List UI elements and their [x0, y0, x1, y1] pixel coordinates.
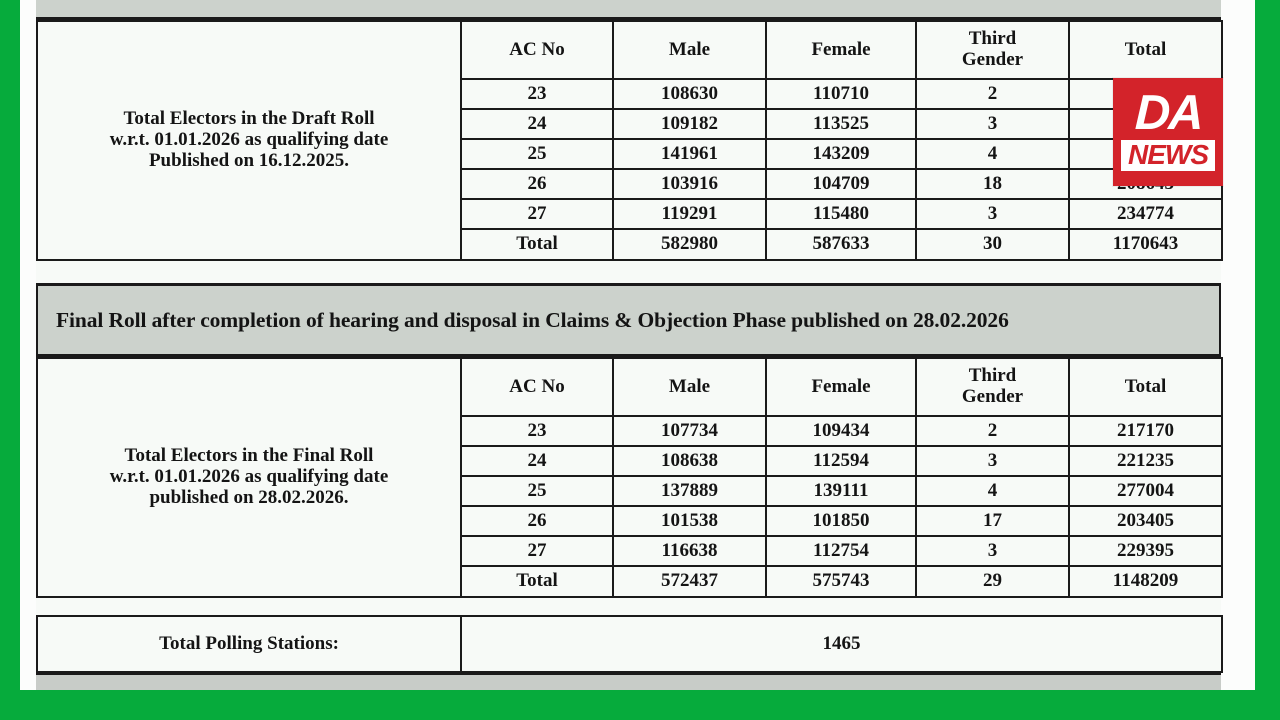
column-header-ac-no: AC No [461, 358, 613, 416]
cell-ac-no: 27 [461, 199, 613, 229]
total-male: 572437 [613, 566, 766, 597]
column-header-male: Male [613, 358, 766, 416]
final-roll-banner-text: Final Roll after completion of hearing and disposal in Claims & Objection Phase published on 28.02.2026 [56, 307, 1009, 332]
total-female: 587633 [766, 229, 916, 260]
total-third-gender: 29 [916, 566, 1069, 597]
table-header-row [37, 21, 1222, 79]
column-header-total: Total [1069, 358, 1222, 416]
final-roll-label-line3: published on 28.02.2026. [149, 486, 349, 508]
cell-female: 109434 [766, 416, 916, 446]
cell-ac-no: 24 [461, 446, 613, 476]
cell-ac-no: 26 [461, 506, 613, 536]
cell-total: 277004 [1069, 476, 1222, 506]
cell-female: 112594 [766, 446, 916, 476]
cell-third-gender: 4 [916, 476, 1069, 506]
total-male: 582980 [613, 229, 766, 260]
cell-male: 108630 [613, 79, 766, 109]
final-roll-table-wrap [36, 357, 1221, 598]
polling-stations-table [36, 615, 1223, 673]
total-label: Total [461, 229, 613, 260]
total-total: 1170643 [1069, 229, 1222, 260]
cell-ac-no: 24 [461, 109, 613, 139]
polling-stations-label: Total Polling Stations: [37, 616, 461, 672]
cell-ac-no: 27 [461, 536, 613, 566]
final-roll-label-line1: Total Electors in the Final Roll [124, 445, 374, 467]
polling-stations-row [37, 616, 1222, 672]
total-total: 1148209 [1069, 566, 1222, 597]
total-label: Total [461, 566, 613, 597]
cell-third-gender: 3 [916, 536, 1069, 566]
cell-male: 109182 [613, 109, 766, 139]
cell-ac-no: 23 [461, 79, 613, 109]
final-roll-label-line2: w.r.t. 01.01.2026 as qualifying date [109, 466, 389, 488]
final-roll-banner [36, 283, 1221, 357]
cell-third-gender: 17 [916, 506, 1069, 536]
watermark-da-text: DA [1133, 85, 1203, 140]
cell-ac-no: 25 [461, 139, 613, 169]
bottom-cut-banner-strip [36, 672, 1221, 690]
third-gender-line1: Third [968, 365, 1017, 387]
cell-total: 234774 [1069, 199, 1222, 229]
cell-female: 139111 [766, 476, 916, 506]
da-news-watermark-logo [1113, 78, 1223, 186]
top-cut-banner-strip [36, 0, 1221, 20]
polling-stations-value: 1465 [461, 616, 1222, 672]
cell-female: 112754 [766, 536, 916, 566]
cell-male: 119291 [613, 199, 766, 229]
cell-total: 217170 [1069, 416, 1222, 446]
cell-third-gender: 3 [916, 199, 1069, 229]
cell-ac-no: 23 [461, 416, 613, 446]
cell-third-gender: 3 [916, 446, 1069, 476]
cell-male: 103916 [613, 169, 766, 199]
column-header-total: Total [1069, 21, 1222, 79]
cell-male: 101538 [613, 506, 766, 536]
cell-male: 137889 [613, 476, 766, 506]
column-header-third-gender [916, 358, 1069, 416]
column-header-third-gender [916, 21, 1069, 79]
watermark-news-text: NEWS [1121, 140, 1215, 171]
cell-third-gender: 4 [916, 139, 1069, 169]
cell-male: 141961 [613, 139, 766, 169]
draft-roll-table [36, 20, 1223, 261]
cell-third-gender: 2 [916, 416, 1069, 446]
document-scan [36, 0, 1221, 690]
cell-ac-no: 25 [461, 476, 613, 506]
column-header-female: Female [766, 21, 916, 79]
third-gender-line1: Third [968, 28, 1017, 50]
draft-roll-label-line3: Published on 16.12.2025. [148, 149, 350, 171]
column-header-ac-no: AC No [461, 21, 613, 79]
cell-third-gender: 2 [916, 79, 1069, 109]
cell-total: 203405 [1069, 506, 1222, 536]
cell-total: 221235 [1069, 446, 1222, 476]
third-gender-line2: Gender [961, 386, 1024, 407]
polling-stations-wrap [36, 615, 1221, 673]
cell-female: 113525 [766, 109, 916, 139]
cell-female: 110710 [766, 79, 916, 109]
cell-male: 108638 [613, 446, 766, 476]
cell-female: 101850 [766, 506, 916, 536]
draft-roll-label-cell [37, 21, 461, 260]
total-female: 575743 [766, 566, 916, 597]
cell-ac-no: 26 [461, 169, 613, 199]
final-roll-table [36, 357, 1223, 598]
final-roll-label-cell [37, 358, 461, 597]
cell-female: 104709 [766, 169, 916, 199]
cell-total: 229395 [1069, 536, 1222, 566]
column-header-male: Male [613, 21, 766, 79]
table-header-row [37, 358, 1222, 416]
draft-roll-table-wrap [36, 20, 1221, 261]
cell-third-gender: 18 [916, 169, 1069, 199]
draft-roll-label-line2: w.r.t. 01.01.2026 as qualifying date [109, 129, 389, 151]
cell-female: 143209 [766, 139, 916, 169]
cell-male: 116638 [613, 536, 766, 566]
third-gender-line2: Gender [961, 49, 1024, 70]
total-third-gender: 30 [916, 229, 1069, 260]
page-card [20, 0, 1255, 690]
cell-third-gender: 3 [916, 109, 1069, 139]
cell-male: 107734 [613, 416, 766, 446]
cell-female: 115480 [766, 199, 916, 229]
column-header-female: Female [766, 358, 916, 416]
draft-roll-label-line1: Total Electors in the Draft Roll [123, 108, 375, 130]
